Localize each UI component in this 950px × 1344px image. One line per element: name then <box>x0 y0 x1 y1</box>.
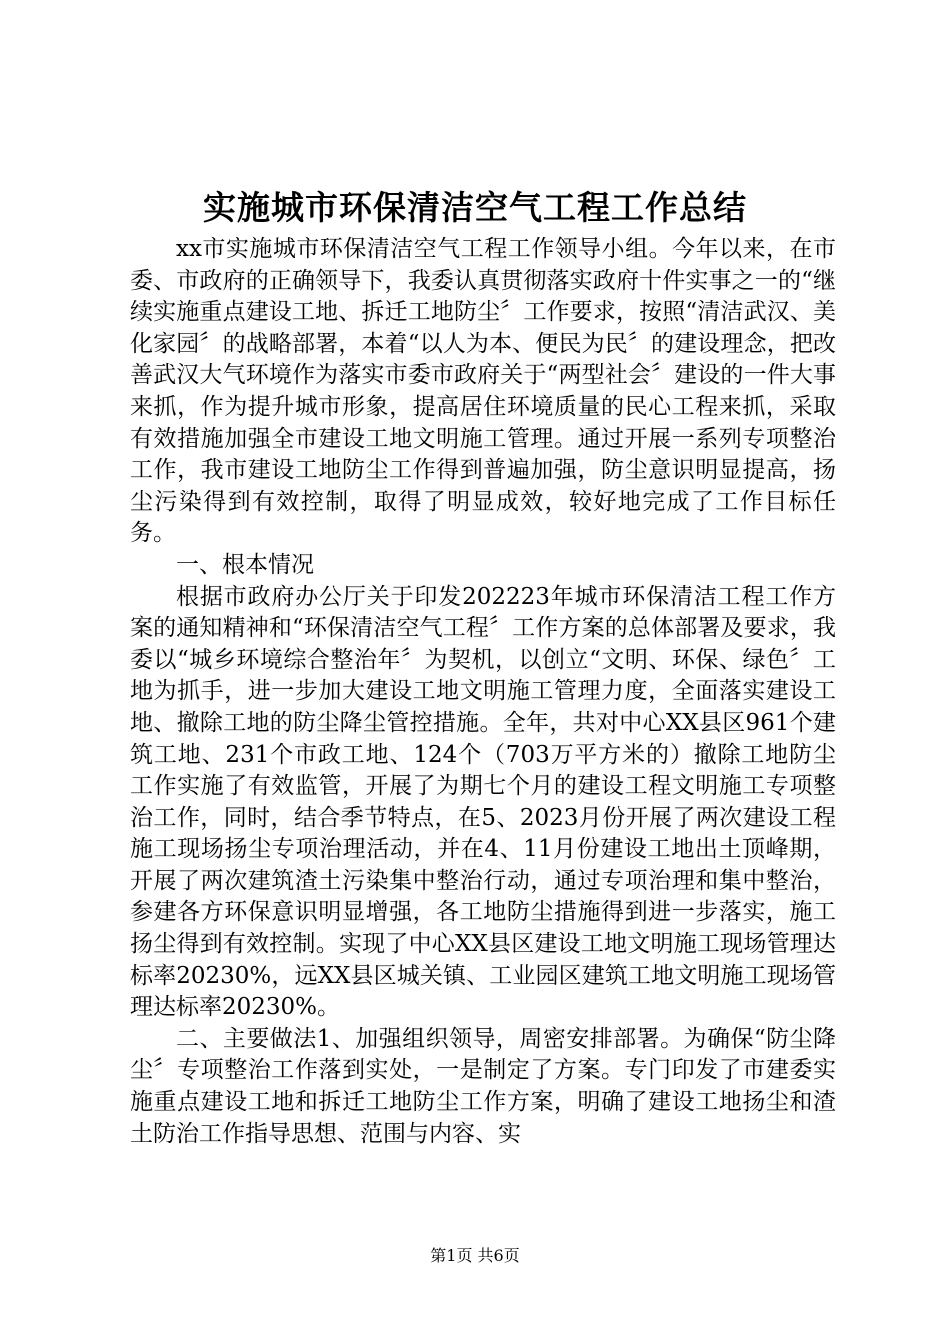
document-body <box>130 234 836 1150</box>
main-practices-paragraph: 二、主要做法1、加强组织领导，周密安排部署。为确保“防尘降尘〞专项整治工作落到实处，一是制定了方案。专门印发了市建委实施重点建设工地和拆迁工地防尘工作方案，明确了建设工地扬尘和渣土防治工作指导思想、范围与内容、实 <box>130 1025 836 1147</box>
intro-paragraph: xx市实施城市环保清洁空气工程工作领导小组。今年以来，在市委、市政府的正确领导下，我委认真贯彻落实政府十件实事之一的“继续实施重点建设工地、拆迁工地防尘〞工作要求，按照“清洁武汉、美化家园〞的战略部署，本着“以人为本、便民为民〞的建设理念，把改善武汉大气环境作为落实市委市政府关于“两型社会〞建设的一件大事来抓，作为提升城市形象，提高居住环境质量的民心工程来抓，采取有效措施加强全市建设工地文明施工管理。通过开展一系列专项整治工作，我市建设工地防尘工作得到普遍加强，防尘意识明显提高，扬尘污染得到有效控制，取得了明显成效，较好地完成了工作目标任务。 <box>130 236 836 547</box>
basic-situation-paragraph: 根据市政府办公厅关于印发202223年城市环保清洁工程工作方案的通知精神和“环保清洁空气工程〞工作方案的总体部署及要求，我委以“城乡环境综合整治年〞为契机，以创立“文明、环保、绿色〞工地为抓手，进一步加大建设工地文明施工管理力度，全面落实建设工地、撤除工地的防尘降尘管控措施。全年，共对中心XX县区961个建筑工地、231个市政工地、124个（703万平方米的）撤除工地防尘工作实施了有效监管，开展了为期七个月的建设工程文明施工专项整治工作，同时，结合季节特点，在5、2023月份开展了两次建设工程施工现场扬尘专项治理活动，并在4、11月份建设工地出土顶峰期，开展了两次建筑渣土污染集中整治行动，通过专项治理和集中整治，参建各方环保意识明显增强，各工地防尘措施得到进一步落实，施工扬尘得到有效控制。实现了中心XX县区建设工地文明施工现场管理达标率20230%，远XX县区城关镇、工业园区建筑工地文明施工现场管理达标率20230%。 <box>130 583 836 1021</box>
document-title: 实施城市环保清洁空气工程工作总结 <box>203 188 747 227</box>
section-heading-basic-situation: 一、根本情况 <box>176 551 314 578</box>
page-number-footer: 第1页 共6页 <box>430 1246 520 1265</box>
